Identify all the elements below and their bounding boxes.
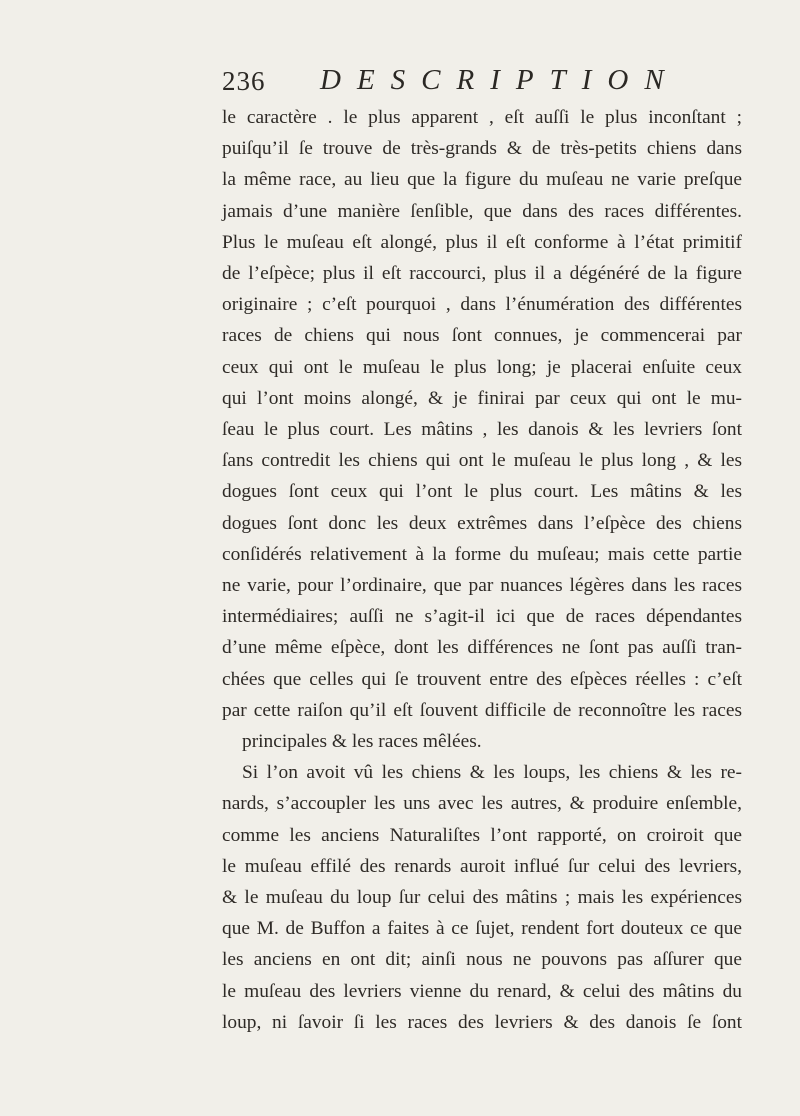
text-line: d’une même eſpèce, dont les différences ne ſont pas auſſi tran- [222, 637, 742, 659]
text-line: la même race, au lieu que la figure du muſeau ne varie preſque [222, 169, 742, 191]
text-line: qui l’ont moins alongé, & je finirai par ceux qui ont le mu- [222, 387, 742, 409]
text-line: que M. de Buffon a faites à ce ſujet, rendent fort douteux ce que [222, 918, 742, 940]
text-line: le muſeau des levriers vienne du renard, & celui des mâtins du [222, 980, 742, 1002]
text-line: Si l’on avoit vû les chiens & les loups, les chiens & les re- [242, 762, 742, 784]
page-number: 236 [222, 66, 266, 96]
text-line: ſeau le plus court. Les mâtins , les danois & les levriers ſont [222, 419, 742, 441]
page-header [222, 66, 742, 102]
text-line: par cette raiſon qu’il eſt ſouvent difficile de reconnoître les races [222, 699, 742, 721]
text-line: Plus le muſeau eſt alongé, plus il eſt conforme à l’état primitif [222, 231, 742, 253]
text-line: ceux qui ont le muſeau le plus long; je placerai enſuite ceux [222, 356, 742, 378]
text-line: conſidérés relativement à la forme du muſeau; mais cette partie [222, 543, 742, 565]
text-line: chées que celles qui ſe trouvent entre des eſpèces réelles : c’eſt [222, 668, 742, 690]
text-line: principales & les races mêlées. [242, 731, 482, 753]
body-text [222, 102, 742, 1038]
text-line: comme les anciens Naturaliſtes l’ont rapporté, on croiroit que [222, 824, 742, 846]
text-line: de l’eſpèce; plus il eſt raccourci, plus il a dégénéré de la figure [222, 263, 742, 285]
text-line: puiſqu’il ſe trouve de très-grands & de très-petits chiens dans [222, 138, 742, 160]
text-line: nards, s’accoupler les uns avec les autres, & produire enſemble, [222, 793, 742, 815]
text-line: le muſeau effilé des renards auroit influé ſur celui des levriers, [222, 855, 742, 877]
text-line: dogues ſont donc les deux extrêmes dans l’eſpèce des chiens [222, 512, 742, 534]
text-line: ſans contredit les chiens qui ont le muſeau le plus long , & les [222, 450, 742, 472]
text-line: le caractère . le plus apparent , eſt auſſi le plus inconſtant ; [222, 107, 742, 128]
text-line: & le muſeau du loup ſur celui des mâtins ; mais les expériences [222, 887, 742, 909]
text-line: loup, ni ſavoir ſi les races des levriers & des danois ſe ſont [222, 1011, 742, 1033]
text-line: originaire ; c’eſt pourquoi , dans l’énumération des différentes [222, 294, 742, 316]
running-head: DESCRIPTION [320, 64, 680, 96]
text-line: jamais d’une manière ſenſible, que dans des races différentes. [222, 200, 742, 222]
text-line: intermédiaires; auſſi ne s’agit-il ici que de races dépendantes [222, 606, 742, 628]
text-line: dogues ſont ceux qui l’ont le plus court. Les mâtins & les [222, 481, 742, 503]
text-line: les anciens en ont dit; ainſi nous ne pouvons pas aſſurer que [222, 949, 742, 971]
text-line: ne varie, pour l’ordinaire, que par nuances légères dans les races [222, 575, 742, 597]
text-line: races de chiens qui nous ſont connues, je commencerai par [222, 325, 742, 347]
